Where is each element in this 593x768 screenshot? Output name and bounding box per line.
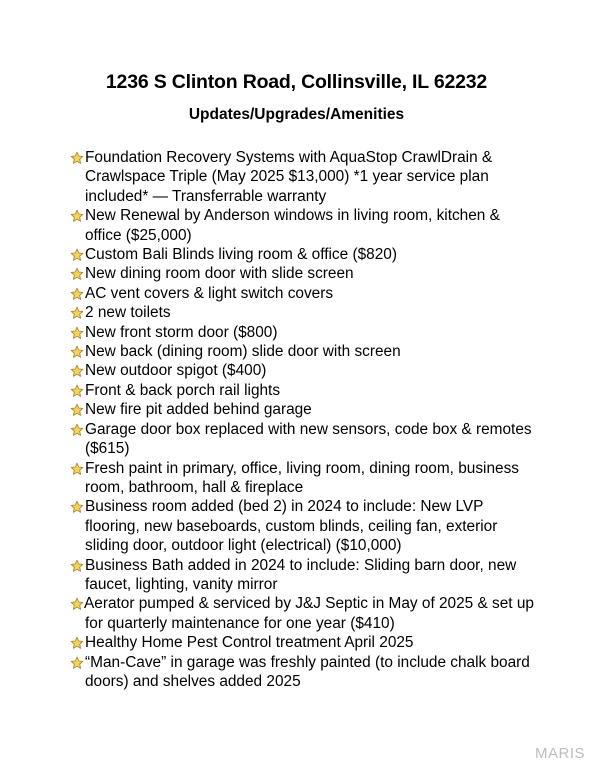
list-item-text: New Renewal by Anderson windows in living room, kitchen & office ($25,000)	[85, 207, 500, 244]
star-icon	[70, 151, 84, 165]
star-icon	[70, 656, 84, 670]
star-icon	[70, 306, 84, 320]
list-item-text: New front storm door ($800)	[85, 323, 278, 341]
list-item-text: Healthy Home Pest Control treatment April 2025	[85, 634, 414, 652]
page-title: 1236 S Clinton Road, Collinsville, IL 62232	[105, 71, 488, 93]
star-icon	[70, 248, 84, 262]
list-item	[70, 381, 540, 400]
star-icon	[70, 597, 84, 611]
list-item-text: Foundation Recovery Systems with AquaStop CrawlDrain & Crawlspace Triple (May 2025 $13,000) *1 year service plan included* — Transferrable warranty	[85, 149, 493, 205]
list-item	[70, 459, 540, 498]
amenity-list	[70, 148, 540, 691]
list-item	[70, 206, 540, 245]
star-icon	[70, 326, 84, 340]
list-item-text: New fire pit added behind garage	[85, 401, 312, 419]
star-icon	[70, 384, 84, 398]
list-item	[70, 556, 540, 595]
star-icon	[70, 287, 84, 301]
list-item	[70, 264, 540, 283]
list-item	[70, 323, 540, 342]
star-icon	[70, 267, 84, 281]
star-icon	[70, 559, 84, 573]
star-icon	[70, 345, 84, 359]
page-subtitle: Updates/Upgrades/Amenities	[188, 106, 405, 123]
list-item	[70, 284, 540, 303]
list-item	[70, 342, 540, 361]
list-item	[70, 245, 540, 264]
list-item	[70, 653, 540, 692]
list-item	[70, 497, 540, 555]
list-item-text: “Man-Cave” in garage was freshly painted (to include chalk board doors) and shelves added 2025	[85, 653, 530, 690]
maris-watermark: MARIS	[534, 745, 585, 762]
list-item-text: Aerator pumped & serviced by J&J Septic in May of 2025 & set up for quarterly maintenance for one year ($410)	[84, 595, 534, 632]
list-item-text: New outdoor spigot ($400)	[85, 362, 267, 380]
list-item-text: AC vent covers & light switch covers	[85, 284, 334, 302]
list-item-text: 2 new toilets	[85, 304, 171, 322]
list-item	[70, 420, 540, 459]
list-item-text: Front & back porch rail lights	[85, 381, 281, 399]
star-icon	[70, 423, 84, 437]
list-item	[70, 594, 540, 633]
list-item	[70, 361, 540, 380]
star-icon	[70, 500, 84, 514]
star-icon	[70, 462, 84, 476]
star-icon	[70, 403, 84, 417]
list-item-text: Custom Bali Blinds living room & office ($820)	[85, 246, 397, 264]
list-item-text: Business room added (bed 2) in 2024 to include: New LVP flooring, new baseboards, custom blinds, ceiling fan, exterior sliding door, outdoor light (electrical) ($10,000)	[85, 498, 498, 555]
list-item	[70, 400, 540, 419]
list-item-text: Garage door box replaced with new sensors, code box & remotes ($615)	[85, 420, 532, 458]
list-item-text: Fresh paint in primary, office, living room, dining room, business room, bathroom, hall & fireplace	[85, 459, 519, 496]
list-item	[70, 303, 540, 322]
star-icon	[70, 636, 84, 650]
list-item-text: New back (dining room) slide door with screen	[85, 343, 401, 361]
star-icon	[70, 209, 84, 223]
list-item	[70, 633, 540, 652]
list-item-text: New dining room door with slide screen	[85, 265, 354, 283]
list-item-text: Business Bath added in 2024 to include: Sliding barn door, new faucet, lighting, vanity mirror	[85, 556, 517, 593]
list-item	[70, 148, 540, 206]
star-icon	[70, 364, 84, 378]
